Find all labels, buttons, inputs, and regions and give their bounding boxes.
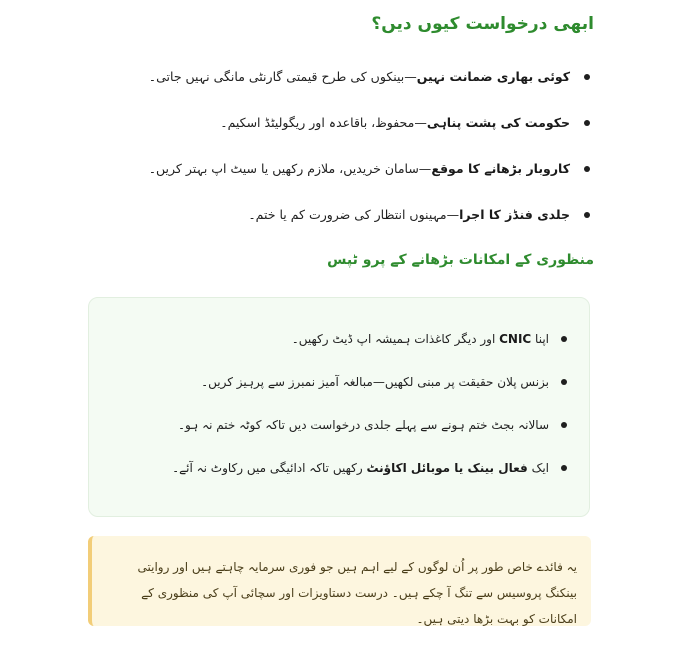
list-item (114, 158, 594, 204)
tip-text-start: سالانہ بجٹ ختم ہونے سے پہلے جلدی درخواست دیں تاکہ کوٹہ ختم نہ ہو۔ (178, 418, 549, 432)
bullet-icon (584, 166, 590, 172)
tip-bold: CNIC (499, 332, 532, 346)
bullet-icon (561, 465, 567, 471)
note-callout: یہ فائدے خاص طور پر اُن لوگوں کے لیے اہم ہیں جو فوری سرمایہ چاہتے ہیں اور روایتی بینکنگ پروسیس سے تنگ آ چکے ہیں۔ درست دستاویزات اور سچائی آپ کی منظوری کے امکانات کو بہت بڑھا دیتی ہیں۔ (88, 536, 591, 626)
tip-bold: فعال بینک یا موبائل اکاؤنٹ (366, 461, 528, 475)
tip-text-start: ایک (527, 461, 549, 475)
benefits-list (114, 66, 594, 250)
benefit-title: کوئی بھاری ضمانت نہیں (416, 69, 570, 84)
bullet-icon (561, 336, 567, 342)
tips-heading: منظوری کے امکانات بڑھانے کے پرو ٹپس (327, 252, 594, 268)
benefit-text: —محفوظ، باقاعدہ اور ریگولیٹڈ اسکیم۔ (220, 115, 427, 130)
section-heading: ابھی درخواست کیوں دیں؟ (371, 14, 594, 34)
list-item (135, 371, 575, 414)
list-item (114, 112, 594, 158)
tip-text-end: اور دیگر کاغذات ہمیشہ اپ ڈیٹ رکھیں۔ (291, 332, 500, 346)
list-item (114, 66, 594, 112)
benefit-title: جلدی فنڈز کا اجرا (459, 207, 570, 222)
benefit-title: کاروبار بڑھانے کا موقع (431, 161, 570, 176)
tip-text-start: اپنا (531, 332, 549, 346)
list-item (135, 414, 575, 457)
bullet-icon (561, 422, 567, 428)
tip-text-start: بزنس پلان حقیقت پر مبنی لکھیں—مبالغہ آمیز نمبرز سے پرہیز کریں۔ (201, 375, 549, 389)
list-item (114, 204, 594, 250)
tips-box (88, 297, 590, 517)
bullet-icon (561, 379, 567, 385)
list-item (135, 328, 575, 371)
tips-list (135, 328, 575, 500)
benefit-title: حکومت کی پشت پناہی (426, 115, 570, 130)
tip-text-end: رکھیں تاکہ ادائیگی میں رکاوٹ نہ آئے۔ (172, 461, 367, 475)
benefit-text: —مہینوں انتظار کی ضرورت کم یا ختم۔ (248, 207, 460, 222)
bullet-icon (584, 74, 590, 80)
list-item (135, 457, 575, 500)
bullet-icon (584, 212, 590, 218)
bullet-icon (584, 120, 590, 126)
benefit-text: —سامان خریدیں، ملازم رکھیں یا سیٹ اپ بہتر کریں۔ (148, 161, 432, 176)
benefit-text: —بینکوں کی طرح قیمتی گارنٹی مانگی نہیں جاتی۔ (148, 69, 417, 84)
